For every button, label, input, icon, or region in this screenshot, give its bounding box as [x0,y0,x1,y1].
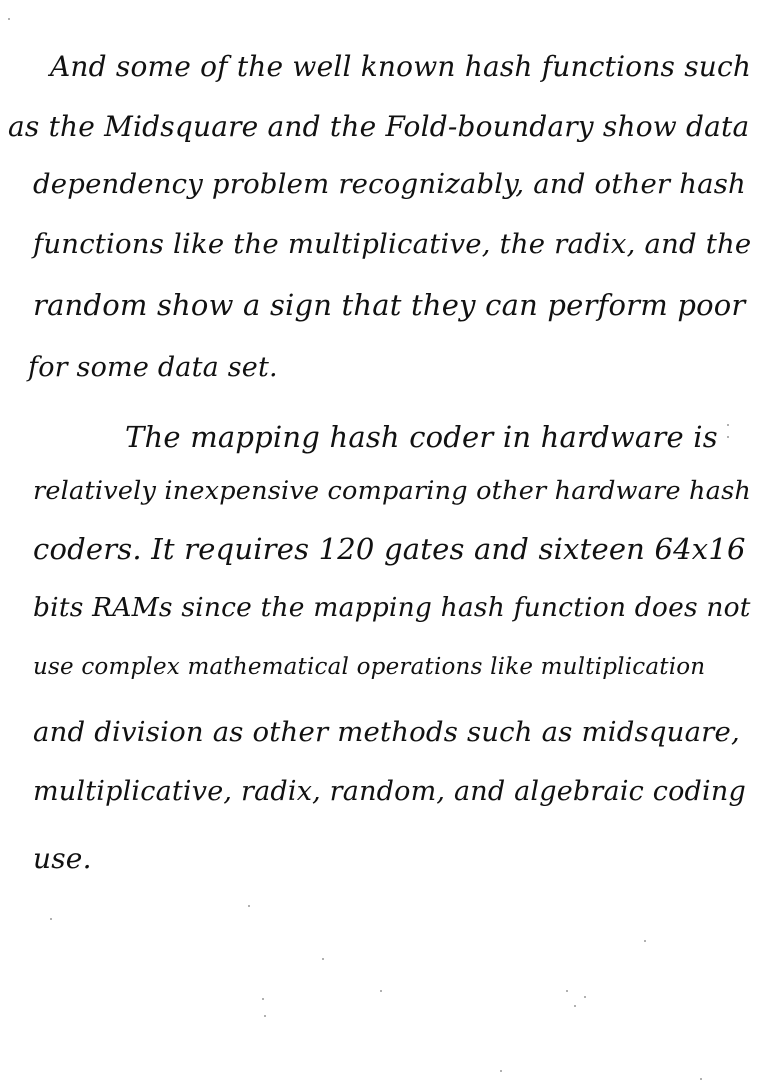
scan-speck [700,1078,702,1080]
paragraph-2-line-8: use. [33,842,92,875]
scan-speck [262,998,264,1000]
scan-speck [727,424,729,426]
paragraph-1-line-5: random show a sign that they can perform poor [33,288,746,322]
paragraph-2-line-1: The mapping hash coder in hardware is [125,420,718,454]
scan-speck [322,958,324,960]
scan-speck [566,990,568,992]
scan-speck [380,990,382,992]
paragraph-2-line-7: multiplicative, radix, random, and algebraic coding [33,776,746,807]
paragraph-1-line-2: as the Midsquare and the Fold-boundary show data [8,110,750,143]
paragraph-2-line-3: coders. It requires 120 gates and sixteen 64x16 [33,532,746,566]
scan-speck [584,996,586,998]
paragraph-1-line-3: dependency problem recognizably, and other hash [33,168,746,200]
paragraph-1-line-6: for some data set. [28,352,278,383]
paragraph-1-line-1: And some of the well known hash functions such [50,50,752,83]
paragraph-2-line-5: use complex mathematical operations like multiplication [33,654,706,680]
scan-speck [500,1070,502,1072]
scan-speck [264,1015,266,1017]
scan-speck [574,1005,576,1007]
paragraph-2-line-6: and division as other methods such as midsquare, [33,716,740,748]
scan-speck [8,18,10,20]
scan-speck [727,436,729,438]
paragraph-2-line-4: bits RAMs since the mapping hash function does not [33,592,751,623]
scan-speck [50,918,52,920]
paragraph-1-line-4: functions like the multiplicative, the radix, and the [33,228,752,260]
scan-speck [248,905,250,907]
paragraph-2-line-2: relatively inexpensive comparing other hardware hash [33,476,751,506]
scan-speck [644,940,646,942]
